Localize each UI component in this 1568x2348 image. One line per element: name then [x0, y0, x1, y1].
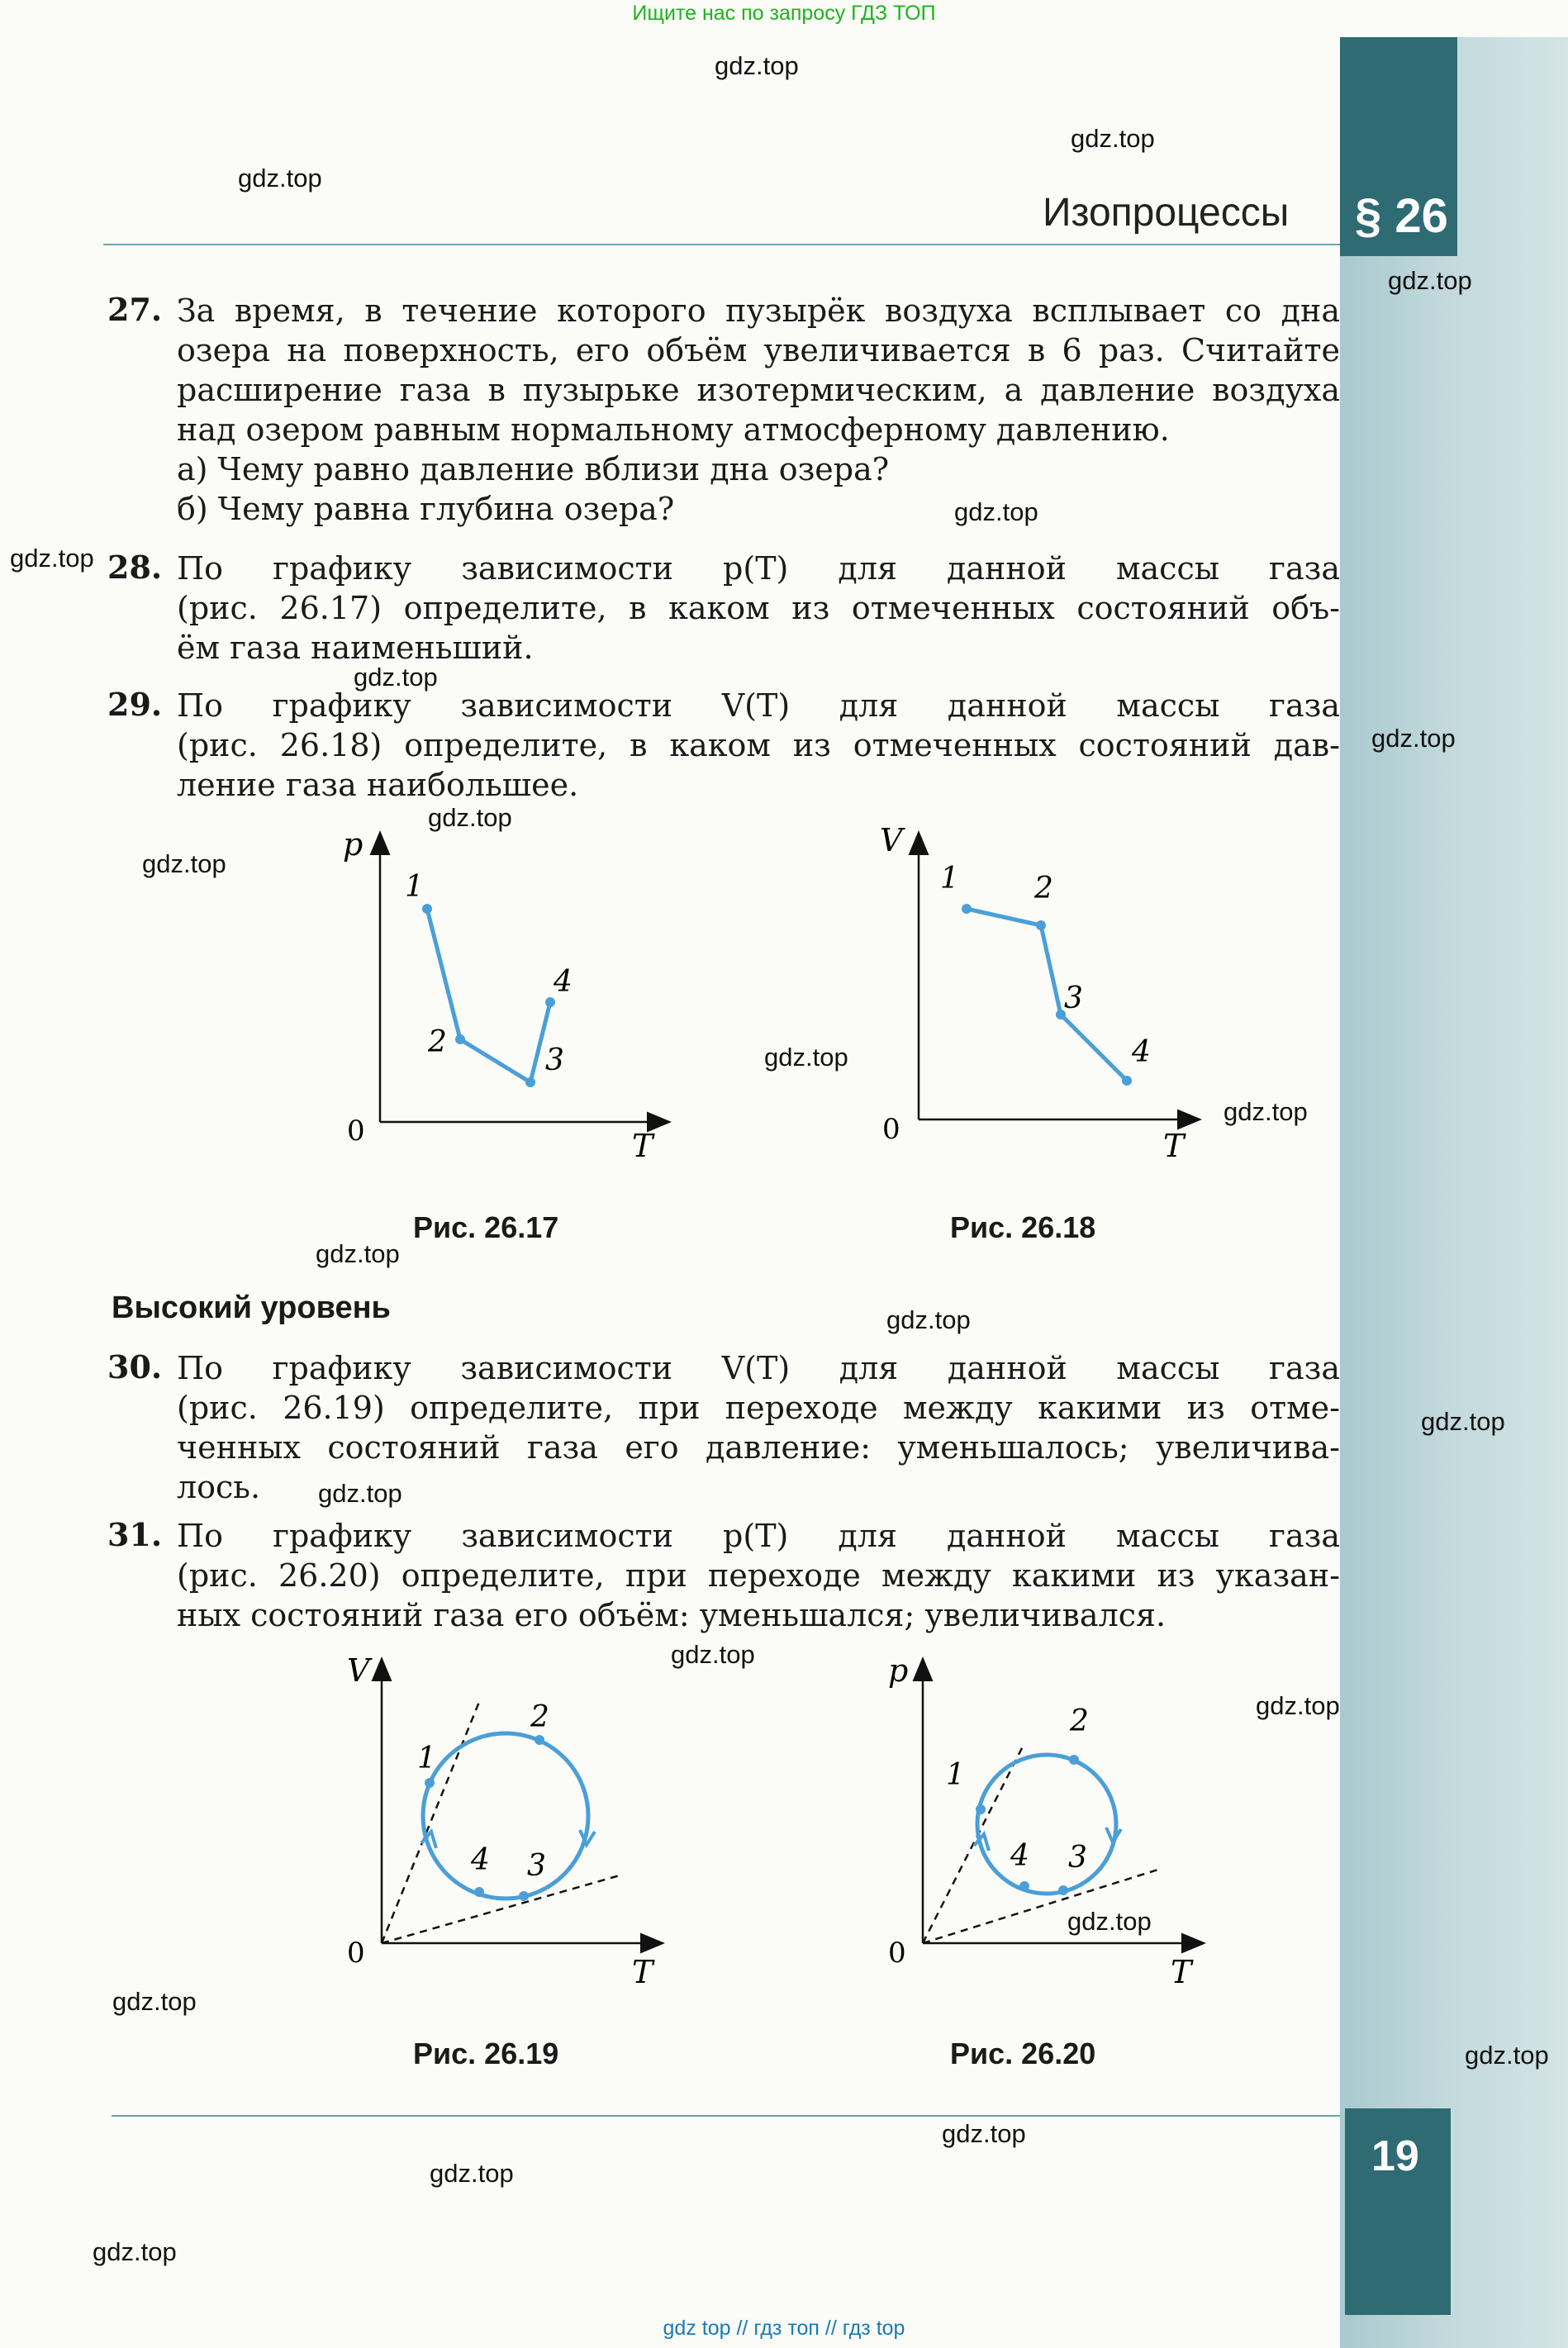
x-axis-label: T [1163, 1128, 1185, 1164]
y-axis-label: p [888, 1652, 909, 1689]
text-line: ченных состояний газа его давление: уменьшалось; увеличива- [177, 1429, 1340, 1466]
text-line: (рис. 26.20) определите, при переходе между какими из указан- [177, 1557, 1340, 1594]
cycle-curve [977, 1755, 1116, 1894]
watermark: gdz.top [1071, 124, 1155, 153]
watermark: gdz.top [715, 51, 799, 80]
watermark: gdz.top [142, 849, 226, 878]
y-axis-label: V [347, 1652, 370, 1689]
state-point [535, 1735, 544, 1745]
state-label: 3 [545, 1043, 564, 1077]
problem-number: 30. [107, 1348, 163, 1386]
state-point [455, 1034, 465, 1044]
figure-caption: Рис. 26.20 [950, 2037, 1096, 2070]
state-label: 1 [405, 870, 424, 904]
text-line: расширение газа в пузырьке изотермическим, а давление воздуха [177, 372, 1340, 408]
watermark: gdz.top [430, 2159, 514, 2188]
problem-number: 29. [107, 686, 163, 723]
figure-26-19 [314, 1644, 694, 1999]
footer-links[interactable]: gdz top // гдз топ // гдз top [663, 2317, 905, 2340]
figure-26-18 [851, 818, 1231, 1173]
state-label: 2 [1070, 1704, 1089, 1738]
state-label: 2 [1034, 872, 1053, 905]
cycle-curve [423, 1733, 588, 1899]
watermark: gdz.top [764, 1043, 848, 1072]
state-point [474, 1887, 484, 1897]
state-point [1069, 1755, 1079, 1765]
watermark: gdz.top [1421, 1407, 1505, 1436]
section-number: § 26 [1355, 189, 1448, 243]
figure-26-17 [314, 818, 694, 1173]
text-line: (рис. 26.19) определите, при переходе между какими из отме- [177, 1390, 1340, 1426]
watermark: gdz.top [316, 1239, 400, 1268]
process-curve [967, 909, 1127, 1081]
state-label: 4 [1010, 1839, 1029, 1873]
text-line: За время, в течение которого пузырёк воздуха всплывает со дна [177, 292, 1340, 329]
text-line: По графику зависимости V(T) для данной массы газа [177, 687, 1340, 724]
state-label: 4 [554, 965, 573, 999]
text-line: ных состояний газа его объём: уменьшался; увеличивался. [177, 1597, 1166, 1633]
watermark: gdz.top [318, 1479, 402, 1508]
state-point [1122, 1076, 1132, 1086]
text-line: ём газа наименьший. [177, 630, 534, 666]
watermark: gdz.top [354, 663, 438, 692]
problem-number: 28. [107, 549, 163, 586]
watermark: gdz.top [1256, 1691, 1340, 1720]
text-line: озера на поверхность, его объём увеличивается в 6 раз. Считайте [177, 332, 1340, 368]
text-line: ление газа наибольшее. [177, 767, 579, 803]
chapter-title: Изопроцессы [1043, 191, 1290, 235]
state-point [519, 1891, 529, 1901]
level-title: Высокий уровень [112, 1290, 391, 1325]
y-axis-label: p [343, 826, 363, 863]
state-point [962, 904, 972, 914]
watermark: gdz.top [1371, 724, 1456, 753]
watermark: gdz.top [942, 2119, 1026, 2148]
watermark: gdz.top [93, 2237, 177, 2266]
state-label: 2 [428, 1025, 447, 1059]
top-banner[interactable]: Ищите нас по запросу ГДЗ ТОП [632, 2, 936, 25]
watermark: gdz.top [954, 497, 1038, 526]
state-label: 1 [946, 1758, 965, 1792]
origin-label: 0 [347, 1115, 365, 1148]
watermark: gdz.top [10, 544, 94, 573]
text-line: а) Чему равно давление вблизи дна озера? [177, 451, 890, 487]
footer-rule [112, 2115, 1340, 2117]
text-line: По графику зависимости p(T) для данной массы газа [177, 1518, 1340, 1554]
state-point [1058, 1885, 1068, 1895]
state-point [425, 1778, 435, 1788]
state-label: 3 [1068, 1841, 1087, 1875]
text-line: По графику зависимости V(T) для данной массы газа [177, 1350, 1340, 1386]
watermark: gdz.top [1388, 266, 1472, 295]
header-rule [103, 244, 1340, 245]
origin-label: 0 [882, 1113, 900, 1146]
page-number: 19 [1371, 2132, 1419, 2180]
state-point [1036, 920, 1046, 930]
watermark: gdz.top [1067, 1907, 1152, 1936]
problem-number: 27. [107, 291, 163, 328]
state-label: 4 [471, 1843, 490, 1877]
figure-caption: Рис. 26.18 [950, 1210, 1096, 1244]
state-label: 4 [1132, 1035, 1151, 1069]
problem-number: 31. [107, 1516, 163, 1553]
state-label: 3 [1064, 982, 1083, 1015]
watermark: gdz.top [1224, 1097, 1308, 1126]
isochore-line [923, 1743, 1024, 1943]
watermark: gdz.top [886, 1305, 971, 1334]
state-point [422, 904, 432, 914]
state-label: 1 [940, 862, 959, 896]
watermark: gdz.top [1465, 2041, 1549, 2070]
watermark: gdz.top [428, 803, 512, 832]
watermark: gdz.top [671, 1640, 755, 1669]
isobar-line [382, 1875, 620, 1943]
x-axis-label: T [1171, 1954, 1192, 1990]
state-point [1019, 1881, 1029, 1891]
text-line: По графику зависимости p(T) для данной массы газа [177, 550, 1340, 587]
text-line: над озером равным нормальному атмосферному давлению. [177, 411, 1170, 448]
x-axis-label: T [632, 1128, 653, 1164]
y-axis-label: V [880, 822, 903, 858]
x-axis-label: T [632, 1954, 653, 1990]
state-label: 3 [527, 1849, 546, 1883]
page-margin-band [1340, 37, 1568, 2348]
state-label: 2 [530, 1700, 549, 1734]
text-line: лось. [177, 1469, 261, 1505]
watermark: gdz.top [112, 1987, 197, 2016]
watermark: gdz.top [238, 164, 322, 192]
text-line: (рис. 26.18) определите, в каком из отмеченных состояний дав- [177, 727, 1340, 763]
state-point [976, 1804, 986, 1814]
figure-caption: Рис. 26.19 [413, 2037, 559, 2070]
state-point [525, 1077, 535, 1087]
figure-26-20 [855, 1644, 1235, 1999]
text-line: (рис. 26.17) определите, в каком из отмеченных состояний объ- [177, 590, 1340, 626]
text-line: б) Чему равна глубина озера? [177, 491, 675, 527]
origin-label: 0 [888, 1937, 906, 1970]
figure-caption: Рис. 26.17 [413, 1210, 559, 1244]
state-label: 1 [417, 1742, 436, 1775]
origin-label: 0 [347, 1937, 365, 1970]
isobar-line [382, 1702, 479, 1943]
